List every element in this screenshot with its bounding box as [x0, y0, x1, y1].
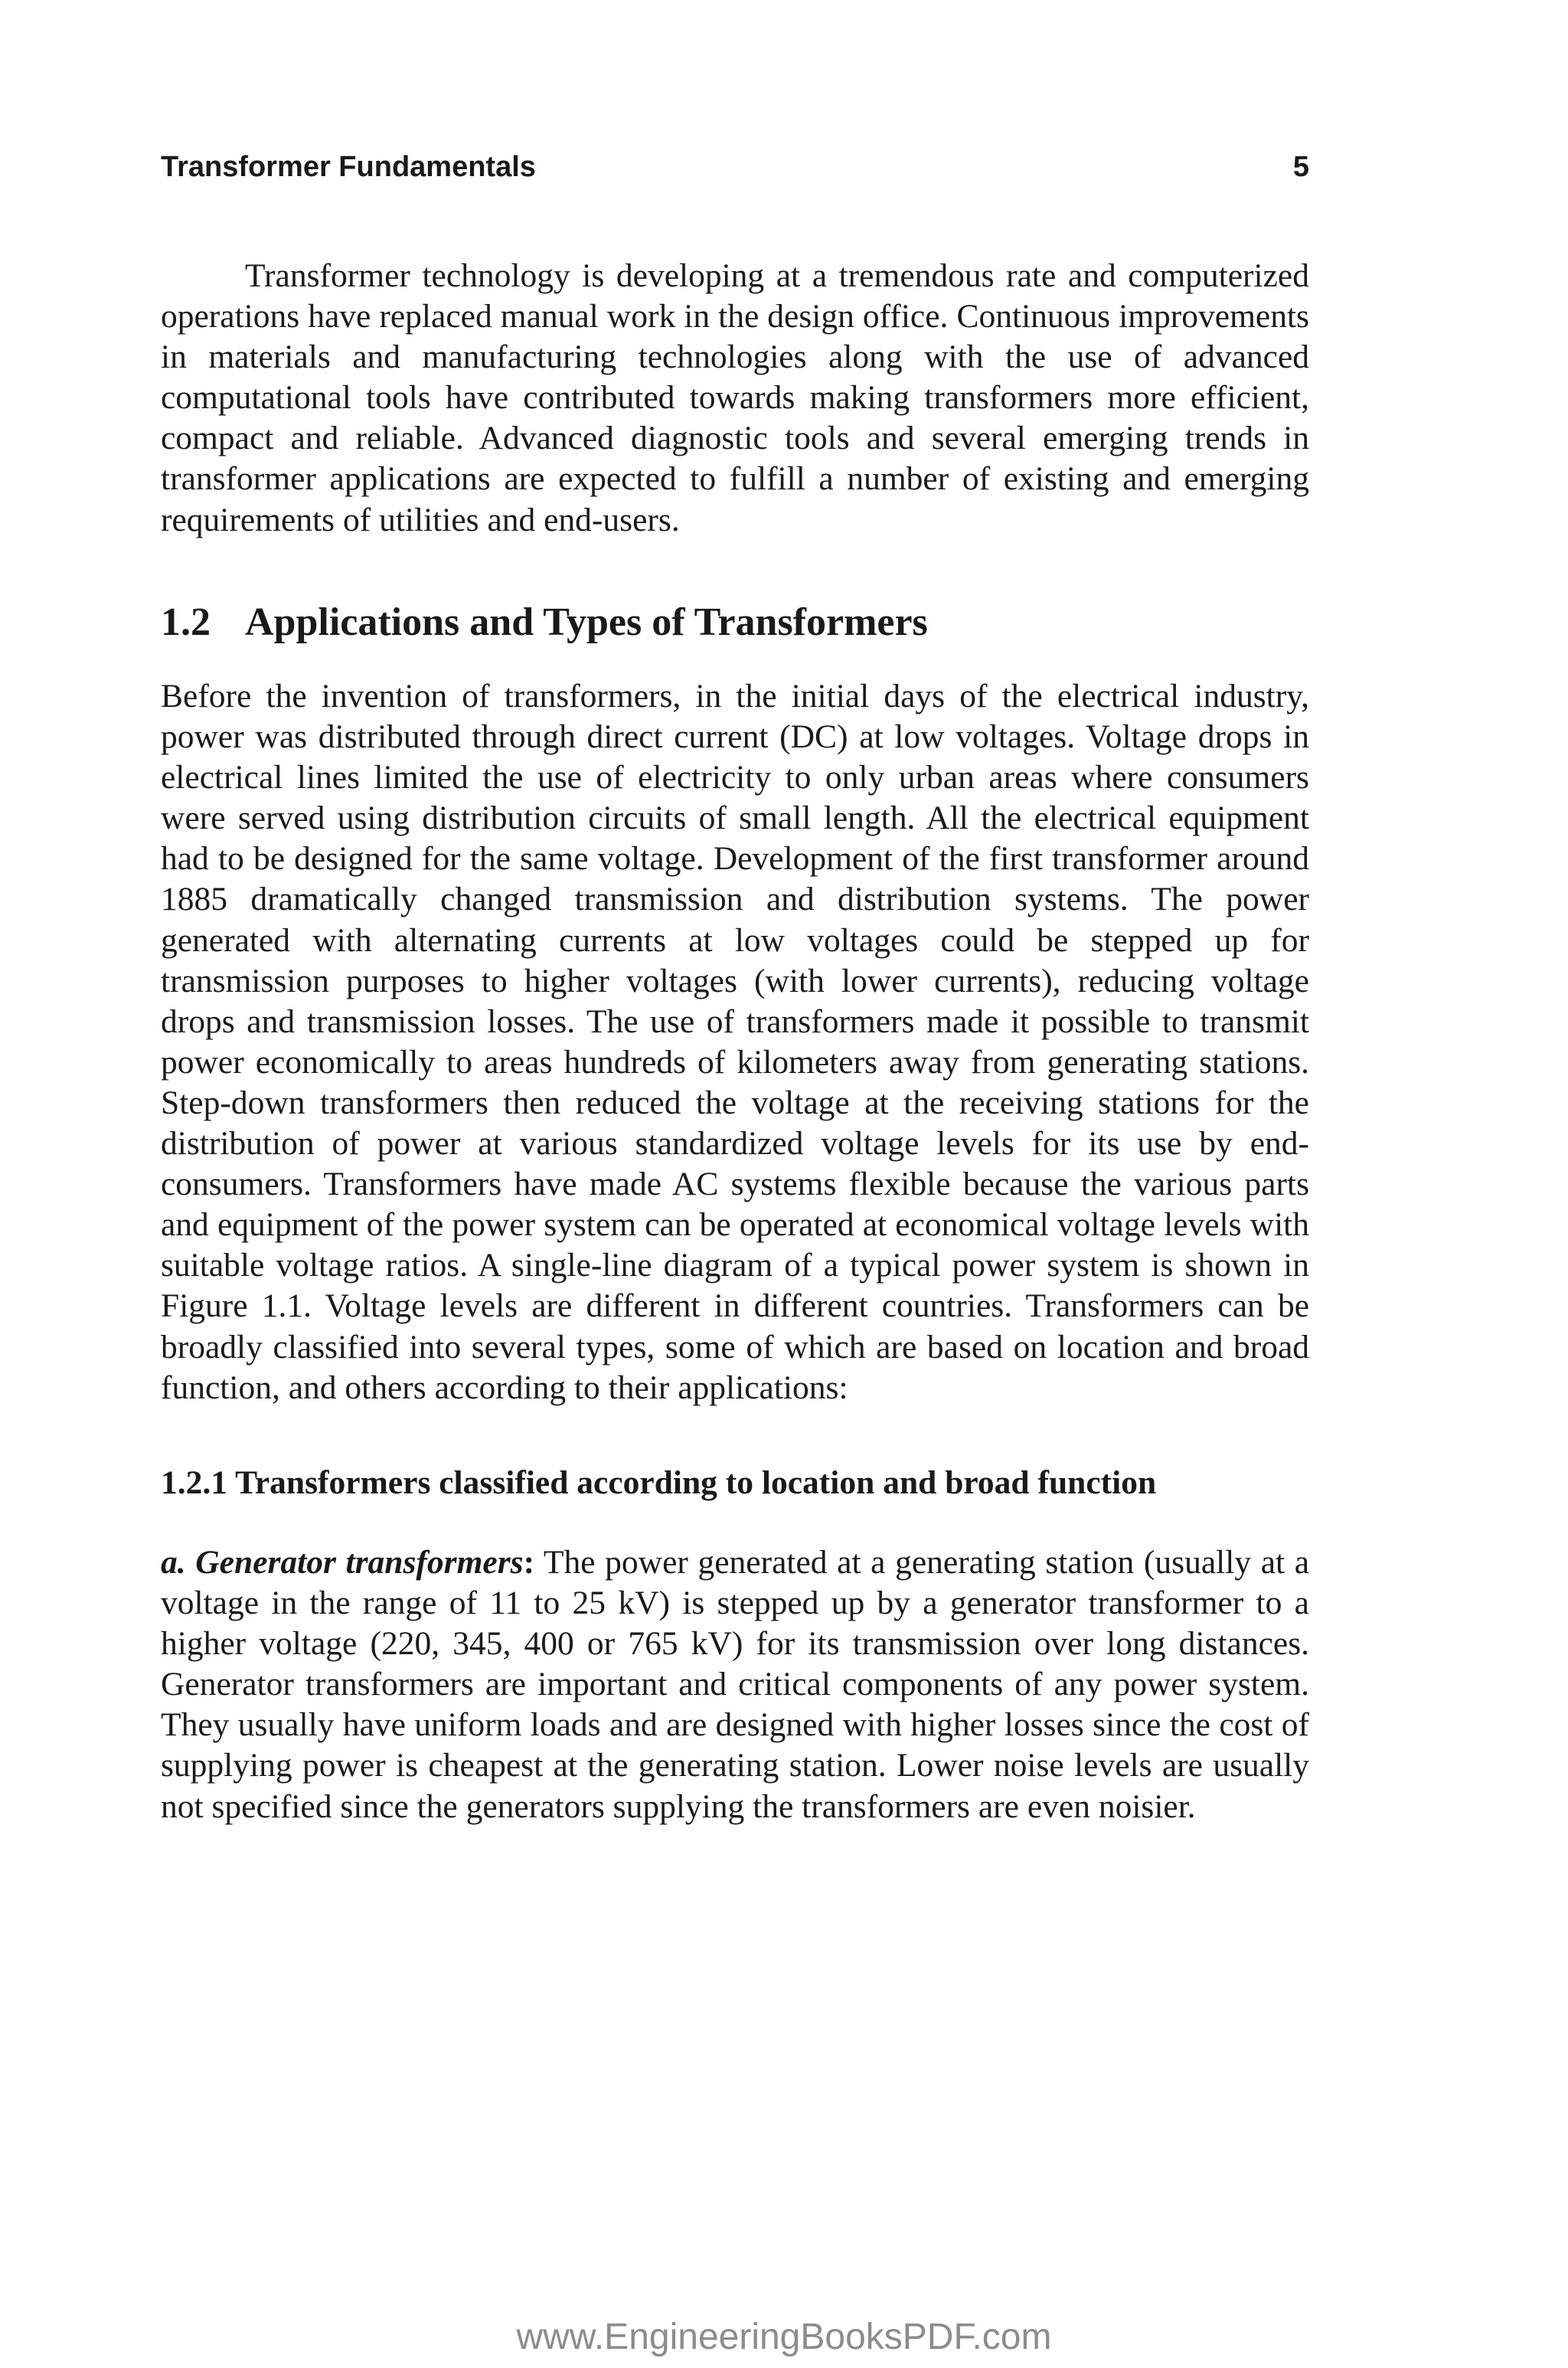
- intro-paragraph: Transformer technology is developing at a tremendous rate and computerized operations have replaced manual work in the design office. Continuous improvements in materials and manufacturing technologies along with the use of advanced computational tools have contributed towards making transformers more efficient, compact and reliable. Advanced diagnostic tools and several emerging trends in transformer applications are expected to fulfill a number of existing and emerging requirements of utilities and end-users.: [161, 257, 1309, 538]
- generator-transformers-paragraph: [161, 1542, 1309, 1827]
- run-in-colon: :: [523, 1544, 535, 1581]
- page-number: 5: [1292, 151, 1309, 183]
- generator-transformers-text: The power generated at a generating station (usually at a voltage in the range of 11 to 25 kV) is stepped up by a generator transformer to a higher voltage (220, 345, 400 or 765 kV) for its transmission over long distances. Generator transformers are important and critical components of any power system. They usually have uniform loads and are designed with higher losses since the cost of supplying power is cheapest at the generating station. Lower noise levels are usually not specified since the generators supplying the transformers are even noisier.: [161, 1544, 1310, 1825]
- subsection-heading: 1.2.1 Transformers classified according to location and broad function: [161, 1464, 1157, 1501]
- running-header: [161, 149, 1309, 185]
- running-header-title: Transformer Fundamentals: [161, 151, 536, 183]
- section-paragraph: Before the invention of transformers, in the initial days of the electrical industry, power was distributed through direct current (DC) at low voltages. Voltage drops in electrical lines limited the use of electricity to only urban areas where consumers were served using distribution circuits of small length. All the electrical equipment had to be designed for the same voltage. Development of the first transformer around 1885 dramatically changed transmission and distribution systems. The power generated with alternating currents at low voltages could be stepped up for transmission purposes to higher voltages (with lower currents), reducing voltage drops and transmission losses. The use of transformers made it possible to transmit power economically to areas hundreds of kilometers away from generating stations. Step-down transformers then reduced the voltage at the receiving stations for the distribution of power at various standardized voltage levels for its use by end-consumers. Transformers have made AC systems flexible because the various parts and equipment of the power system can be operated at economical voltage levels with suitable voltage ratios. A single-line diagram of a typical power system is shown in Figure 1.1. Voltage levels are different in different countries. Transformers can be broadly classified into several types, some of which are based on location and broad function, and others according to their applications:: [161, 678, 1309, 1406]
- section-title: Applications and Types of Transformers: [245, 600, 928, 644]
- run-in-label: a. Generator transformers: [161, 1544, 524, 1581]
- section-number: 1.2: [161, 600, 211, 644]
- section-heading: [161, 597, 928, 648]
- footer-watermark: www.EngineeringBooksPDF.com: [516, 2317, 1052, 2357]
